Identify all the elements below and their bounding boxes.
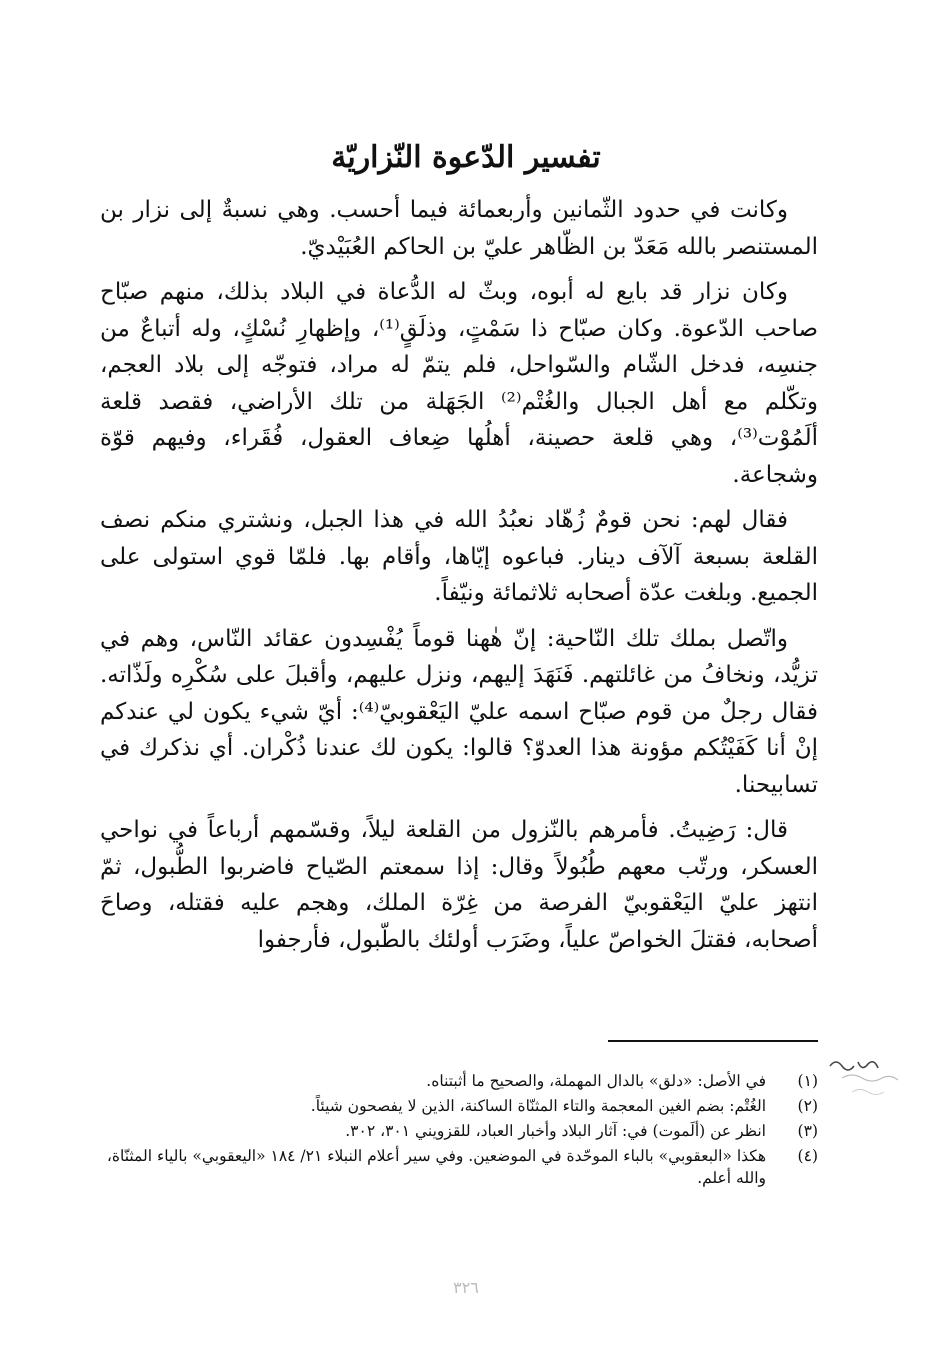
footnote <box>100 1095 818 1117</box>
footnotes <box>100 1070 818 1192</box>
footnote-number: (٤) <box>797 1147 818 1165</box>
chapter-title: تفسير الدّعوة النّزاريّة <box>331 140 601 175</box>
footnote <box>100 1070 818 1092</box>
paragraph: واتّصل بملك تلك النّاحية: إنّ هٰهنا قوماً يُفْسِدون عقائد النّاس، وهم في تزيُّد، ونخافُ من غائلتهم. فَنَهَدَ إليهم، ونزل عليهم، وأقبلَ على سُكْرِه ولَذّاته. فقال رجلٌ من قوم صبّاح اسمه عليّ اليَعْقوبيّ⁽⁴⁾: أيّ شيء يكون لي عندكم إنْ أنا كَفَيْتُكم مؤونة هذا العدوّ؟ قالوا: يكون لك عندنا ذُكْران. أي نذكرك في تسابيحنا. <box>100 625 818 798</box>
footnote-number: (١) <box>797 1072 818 1090</box>
paragraph: فقال لهم: نحن قومٌ زُهّاد نعبُدُ الله في هذا الجبل، ونشتري منكم نصف القلعة بسبعة آلآف دينار. فباعوه إيّاها، وأقام بها. فلمّا قوي استولى على الجميع. وبلغت عدّة أصحابه ثلاثمائة ونيّفاً. <box>100 507 818 606</box>
footnote-text: في الأصل: «دلق» بالدال المهملة، والصحيح ما أثبتناه. <box>426 1072 766 1090</box>
footnote-text: هكذا «البعقوبي» بالباء الموحّدة في الموضعين. وفي سير أعلام النبلاء ٢١/ ١٨٤ «اليعقوبي» بالياء المثنّاة، والله أعلم. <box>106 1147 766 1187</box>
footnote <box>100 1145 818 1189</box>
footnote-text: انظر عن (ألَموت) في: آثار البلاد وأخبار العباد، للقزويني ٣٠١، ٣٠٢. <box>345 1122 766 1140</box>
footnote-divider <box>608 1040 818 1042</box>
page-number: ٣٢٦ <box>453 1278 479 1297</box>
footnote-text: الغُتْم: بضم الغين المعجمة والتاء المثنّاة الساكنة، الذين لا يفصحون شيئاً. <box>310 1097 766 1115</box>
footnote-number: (٢) <box>797 1097 818 1115</box>
paragraph: وكانت في حدود الثّمانين وأربعمائة فيما أحسب. وهي نسبةٌ إلى نزار بن المستنصر بالله مَعَدّ بن الظّاهر عليّ بن الحاكم العُبَيْديّ. <box>100 197 818 260</box>
paragraph: وكان نزار قد بايع له أبوه، وبثّ له الدُّعاة في البلاد بذلك، منهم صبّاح صاحب الدّعوة. وكان صبّاح ذا سَمْتٍ، وذلَقٍ⁽¹⁾، وإظهارِ نُسْكٍ، وله أتباعٌ من جنسِه، فدخل الشّام والسّواحل، فلم يتمّ له مراد، فتوجّه إلى بلاد العجم، وتكّلم مع أهل الجبال والغُتْم⁽²⁾ الجَهَلة من تلك الأراضي، فقصد قلعة ألَمُوْت⁽³⁾، وهي قلعة حصينة، أهلُها ضِعاف العقول، فُقَراء، وفيهم قوّة وشجاعة. <box>100 279 818 488</box>
footnote-number: (٣) <box>797 1122 818 1140</box>
handwritten-margin-note <box>822 1052 922 1112</box>
body-text <box>100 192 818 967</box>
footnote <box>100 1120 818 1142</box>
paragraph: قال: رَضِيتُ. فأمرهم بالنّزول من القلعة ليلاً، وقسّمهم أرباعاً في نواحي العسكر، ورتّب معهم طُبُولاً وقال: إذا سمعتم الصّياح فاضربوا الطُّبول، ثمّ انتهز عليّ اليَعْقوبيّ الفرصة من غِرّة الملك، وهجم عليه فقتله، وصاحَ أصحابه، فقتلَ الخواصّ علياً، وضَرَب أولئك بالطّبول، فأرجفوا <box>100 817 818 953</box>
